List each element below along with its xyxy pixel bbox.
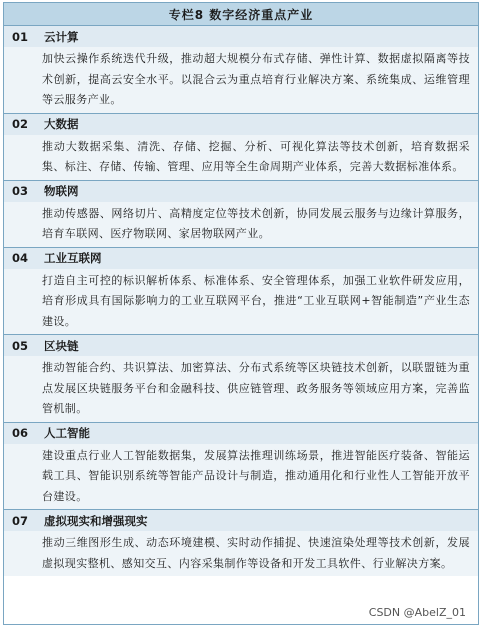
section-header (4, 26, 478, 47)
section-body: 推动大数据采集、清洗、存储、挖掘、分析、可视化算法等技术创新，培育数据采集、标注、存储、传输、管理、应用等全生命周期产业体系，完善大数据标准体系。 (4, 135, 478, 180)
section-header (4, 335, 478, 356)
feature-box (3, 2, 479, 625)
section-number: 01 (12, 29, 29, 44)
section-body: 打造自主可控的标识解析体系、标准体系、安全管理体系，加强工业软件研发应用，培育形成具有国际影响力的工业互联网平台，推进“工业互联网+智能制造”产业生态建设。 (4, 269, 478, 335)
watermark: CSDN @AbelZ_01 (368, 606, 466, 619)
section-cloud-computing (4, 26, 478, 114)
section-header (4, 114, 478, 135)
section-heading: 人工智能 (44, 426, 90, 440)
section-header (4, 510, 478, 531)
section-ai (4, 423, 478, 511)
box-title: 专栏8 数字经济重点产业 (4, 3, 478, 26)
section-body: 推动智能合约、共识算法、加密算法、分布式系统等区块链技术创新，以联盟链为重点发展区块链服务平台和金融科技、供应链管理、政务服务等领域应用方案，完善监管机制。 (4, 356, 478, 422)
section-heading: 云计算 (44, 29, 79, 44)
section-header (4, 248, 478, 269)
section-heading: 虚拟现实和增强现实 (44, 513, 148, 528)
section-body: 推动传感器、网络切片、高精度定位等技术创新，协同发展云服务与边缘计算服务，培育车联网、医疗物联网、家居物联网产业。 (4, 202, 478, 247)
section-industrial-internet (4, 248, 478, 336)
section-iot (4, 181, 478, 248)
section-number: 03 (12, 184, 29, 198)
section-big-data (4, 114, 478, 181)
section-number: 05 (12, 338, 29, 353)
section-number: 06 (12, 426, 29, 440)
section-body: 建设重点行业人工智能数据集，发展算法推理训练场景，推进智能医疗装备、智能运载工具、智能识别系统等智能产品设计与制造，推动通用化和行业性人工智能开放平台建设。 (4, 444, 478, 510)
section-heading: 大数据 (44, 117, 79, 131)
section-vr-ar (4, 510, 478, 576)
section-number: 04 (12, 251, 29, 265)
section-blockchain (4, 335, 478, 423)
section-body: 加快云操作系统迭代升级，推动超大规模分布式存储、弹性计算、数据虚拟隔离等技术创新，提高云安全水平。以混合云为重点培育行业解决方案、系统集成、运维管理等云服务产业。 (4, 47, 478, 113)
section-heading: 工业互联网 (44, 251, 102, 265)
section-header (4, 181, 478, 202)
section-number: 02 (12, 117, 29, 131)
section-heading: 区块链 (44, 338, 79, 353)
section-number: 07 (12, 513, 29, 528)
section-body: 推动三维图形生成、动态环境建模、实时动作捕捉、快速渲染处理等技术创新，发展虚拟现实整机、感知交互、内容采集制作等设备和开发工具软件、行业解决方案。 (4, 531, 478, 576)
section-header (4, 423, 478, 444)
section-heading: 物联网 (44, 184, 79, 198)
